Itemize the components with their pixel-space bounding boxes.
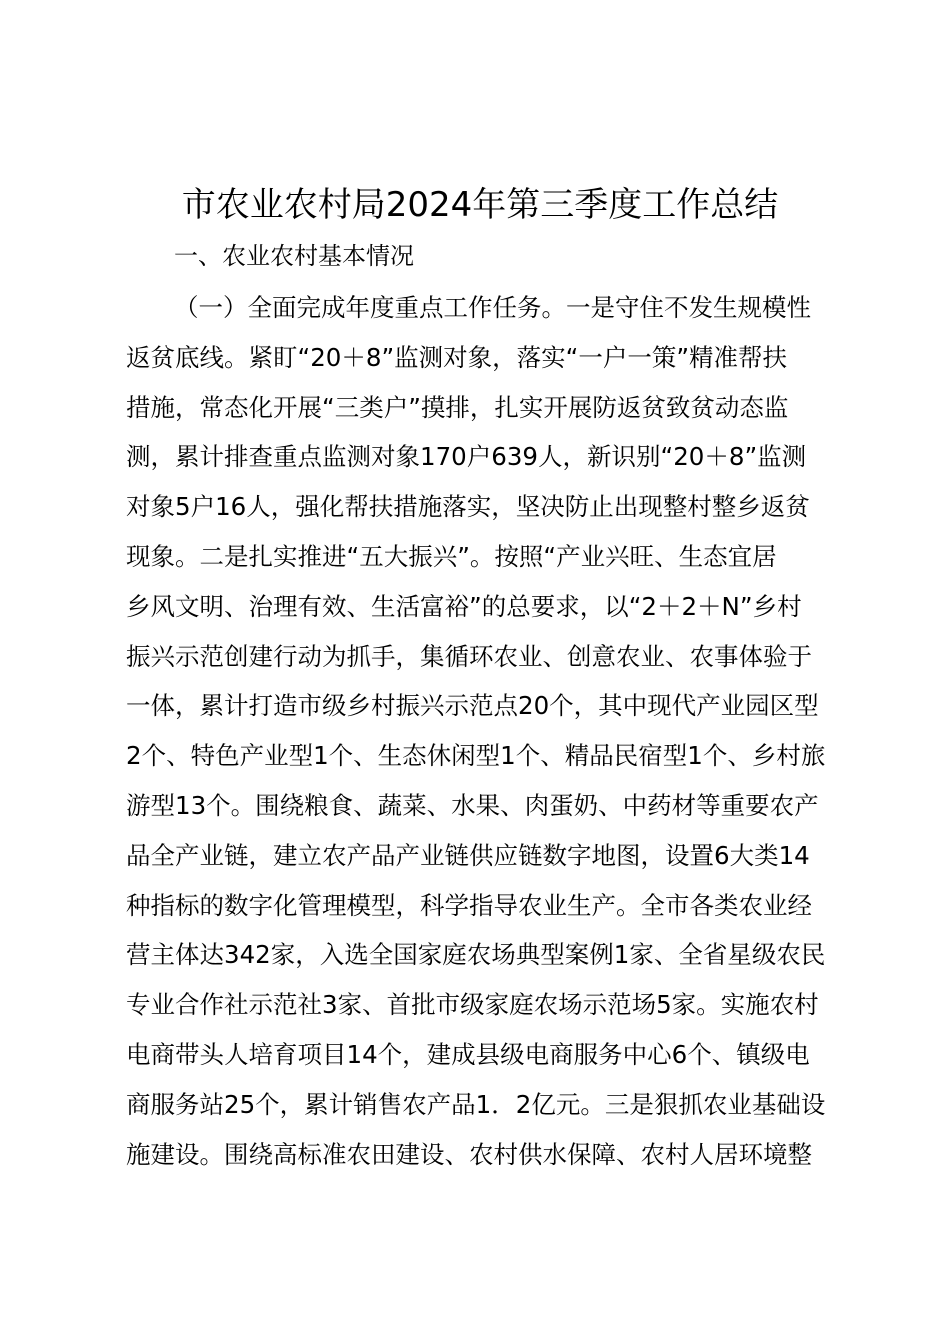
paragraph-line: 返贫底线。紧盯“20＋8”监测对象，落实“一户一策”精准帮扶 bbox=[126, 342, 788, 372]
paragraph-line: 种指标的数字化管理模型，科学指导农业生产。全市各类农业经 bbox=[126, 890, 812, 920]
paragraph-line: 商服务站25个，累计销售农产品1．2亿元。三是狠抓农业基础设 bbox=[126, 1089, 826, 1119]
section-heading: 一、农业农村基本情况 bbox=[174, 242, 414, 270]
paragraph-line: 专业合作社示范社3家、首批市级家庭农场示范场5家。实施农村 bbox=[126, 990, 819, 1020]
paragraph-line: 现象。二是扎实推进“五大振兴”。按照“产业兴旺、生态宜居 bbox=[126, 541, 777, 571]
paragraph-line: 游型13个。围绕粮食、蔬菜、水果、肉蛋奶、中药材等重要农产 bbox=[126, 790, 819, 820]
paragraph-line: （一）全面完成年度重点工作任务。一是守住不发生规模性 bbox=[174, 293, 811, 322]
body-paragraph bbox=[126, 283, 866, 1179]
document-title: 市农业农村局2024年第三季度工作总结 bbox=[181, 185, 779, 225]
paragraph-line: 一体，累计打造市级乡村振兴示范点20个，其中现代产业园区型 bbox=[126, 691, 819, 721]
paragraph-line: 2个、特色产业型1个、生态休闲型1个、精品民宿型1个、乡村旅 bbox=[126, 741, 826, 771]
paragraph-line: 措施，常态化开展“三类户”摸排，扎实开展防返贫致贫动态监 bbox=[126, 392, 789, 422]
paragraph-line: 施建设。围绕高标准农田建设、农村供水保障、农村人居环境整 bbox=[126, 1139, 812, 1169]
paragraph-line: 营主体达342家，入选全国家庭农场典型案例1家、全省星级农民 bbox=[126, 940, 826, 970]
paragraph-line: 乡风文明、治理有效、生活富裕”的总要求，以“2＋2＋N”乡村 bbox=[126, 591, 802, 621]
paragraph-line: 对象5户16人，强化帮扶措施落实，坚决防止出现整村整乡返贫 bbox=[126, 492, 810, 522]
paragraph-line: 振兴示范创建行动为抓手，集循环农业、创意农业、农事体验于 bbox=[126, 641, 812, 671]
paragraph-line: 品全产业链，建立农产品产业链供应链数字地图，设置6大类14 bbox=[126, 840, 810, 870]
paragraph-line: 测，累计排查重点监测对象170户639人，新识别“20＋8”监测 bbox=[126, 442, 807, 472]
paragraph-line: 电商带头人培育项目14个，建成县级电商服务中心6个、镇级电 bbox=[126, 1039, 810, 1069]
